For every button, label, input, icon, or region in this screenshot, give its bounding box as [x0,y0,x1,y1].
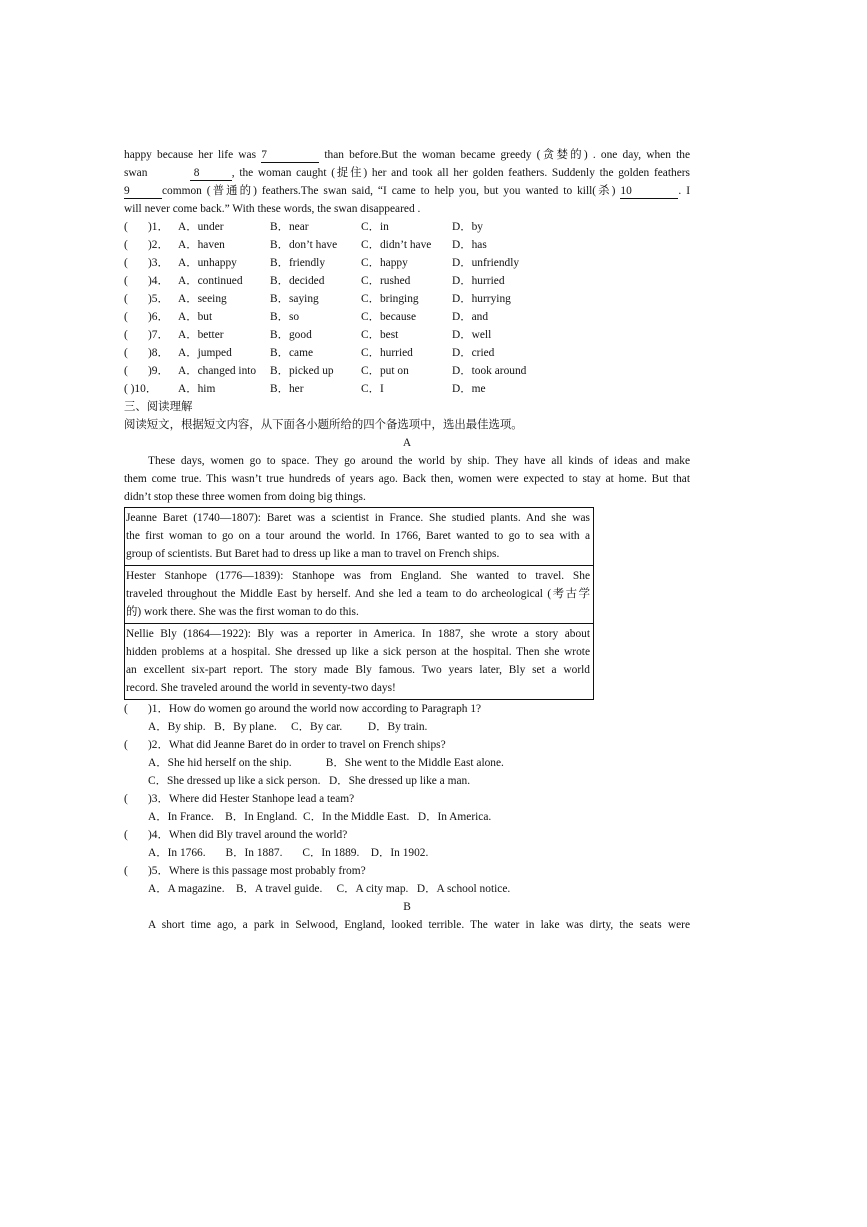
text: the first woman to go on a tour around the world. In 1766, Baret wanted to go to sea with a [126,530,590,542]
option-c: C．put on [361,365,409,377]
option-c: C．in [361,221,389,233]
option-a: A．unhappy [178,257,237,269]
option-row-6 [124,308,690,326]
question-5-options: A．A magazine. B．A travel guide. C．A city map. D．A school notice. [148,883,511,895]
option-b: B．so [270,311,300,323]
answer-paren: ( [124,703,128,715]
answer-paren: ( [124,739,128,751]
option-c: C．I [361,383,384,395]
question-stem: )3．Where did Hester Stanhope lead a team? [148,793,355,805]
option-row-7 [124,326,690,344]
answer-paren: ( [124,365,128,377]
blank-9: 9 [124,184,162,199]
blank-7: 7 [261,148,319,163]
question-2-options-1: A．She hid herself on the ship. B．She went to the Middle East alone. [148,757,504,769]
option-row-10 [124,380,690,398]
answer-paren: ( [124,793,128,805]
stanhope-cell [125,565,593,623]
option-d: D．by [452,221,484,233]
question-stem: )4．When did Bly travel around the world? [148,829,348,841]
passage-b-line-1: A short time ago, a park in Selwood, England, looked terrible. The water in lake was dirty, the seats were [148,919,690,931]
option-row-9 [124,362,690,380]
cloze-line-3 [124,182,690,200]
answer-paren: ( [124,221,128,233]
section-title: 三、阅读理解 [124,401,193,413]
text: . I [678,185,690,197]
question-2 [124,736,690,754]
question-number: )5． [148,293,169,305]
worksheet [124,146,690,934]
option-a: A．seeing [178,293,227,305]
answer-paren: ( [124,347,128,359]
text: Hester Stanhope (1776—1839): Stanhope was from England. She wanted to travel. She [126,570,590,582]
text: an excellent six-part report. The story made Bly famous. Two years later, Bly set a world [126,664,590,676]
question-number: )4． [148,275,169,287]
question-stem: )5．Where is this passage most probably from? [148,865,366,877]
option-c: C．didn’t have [361,239,432,251]
question-number: ( )10． [124,383,158,395]
question-stem: )2．What did Jeanne Baret do in order to travel on French ships? [148,739,446,751]
option-row-8 [124,344,690,362]
question-number: )6． [148,311,169,323]
text: Nellie Bly (1864—1922): Bly was a reporter in America. In 1887, she wrote a story about [126,628,590,640]
option-d: D．cried [452,347,495,359]
option-a: A．continued [178,275,243,287]
option-d: D．has [452,239,487,251]
option-b: B．decided [270,275,325,287]
option-a: A．better [178,329,224,341]
question-number: )8． [148,347,169,359]
option-b: B．friendly [270,257,326,269]
option-a: A．jumped [178,347,232,359]
intro-line-3: didn’t stop these three women from doing big things. [124,491,366,503]
question-4-options: A．In 1766. B．In 1887. C．In 1889. D．In 1902. [148,847,429,859]
bly-cell [125,623,593,699]
intro-line-1: These days, women go to space. They go around the world by ship. They have all kinds of ideas and make [148,455,690,467]
option-d: D．took around [452,365,527,377]
option-row-2 [124,236,690,254]
cloze-options [124,218,690,398]
option-d: D．unfriendly [452,257,520,269]
option-c: C．rushed [361,275,411,287]
text: common (普通的) feathers.The swan said, “I came to help you, but you wanted to kill(杀) [162,185,616,197]
option-c: C．best [361,329,399,341]
option-row-5 [124,290,690,308]
text: group of scientists. But Baret had to dress up like a man to travel on French ships. [126,548,500,560]
text: Jeanne Baret (1740—1807): Baret was a scientist in France. She studied plants. And she was [126,512,590,524]
option-d: D．hurrying [452,293,511,305]
passage-a-label: A [402,437,412,449]
cloze-passage [124,146,690,218]
answer-paren: ( [124,329,128,341]
text: happy because her life was [124,149,257,161]
answer-paren: ( [124,293,128,305]
passage-b [124,916,690,934]
question-5 [124,862,690,880]
option-b: B．don’t have [270,239,338,251]
baret-cell [125,508,593,565]
text: hidden problems at a hospital. She dressed up like a sick person at the hospital. Then she wrote [126,646,590,658]
question-1-options: A．By ship. B．By plane. C．By car. D．By train. [148,721,428,733]
option-row-1 [124,218,690,236]
answer-paren: ( [124,829,128,841]
option-d: D．and [452,311,489,323]
option-row-3 [124,254,690,272]
question-4 [124,826,690,844]
text: than before.But the woman became greedy (贪婪的) . one day, when the [324,149,690,161]
question-number: )2． [148,239,169,251]
questions [124,700,690,898]
option-d: D．hurried [452,275,505,287]
women-table [124,507,594,700]
text: traveled throughout the Middle East by herself. And she led a team to do archeological (考古学 [126,588,590,600]
option-a: A．haven [178,239,225,251]
blank-10: 10 [620,184,678,199]
option-c: C．because [361,311,417,323]
answer-paren: ( [124,239,128,251]
question-2-options-2: C．She dressed up like a sick person. D．She dressed up like a man. [148,775,471,787]
option-d: D．me [452,383,486,395]
text: swan [124,167,148,179]
option-b: B．came [270,347,314,359]
cloze-line-1 [124,146,690,164]
option-row-4 [124,272,690,290]
option-a: A．him [178,383,216,395]
option-b: B．near [270,221,309,233]
option-b: B．good [270,329,312,341]
question-number: )7． [148,329,169,341]
passage-b-label: B [403,901,411,913]
question-number: )3． [148,257,169,269]
answer-paren: ( [124,275,128,287]
section-instruction: 阅读短文，根据短文内容，从下面各小题所给的四个备选项中，选出最佳选项。 [124,419,523,431]
answer-paren: ( [124,865,128,877]
option-d: D．well [452,329,492,341]
option-c: C．happy [361,257,408,269]
question-3-options: A．In France. B．In England. C．In the Middle East. D．In America. [148,811,492,823]
option-a: A．under [178,221,224,233]
intro-line-2: them come true. This wasn’t true hundreds of years ago. Back then, women were expected to stay at home. But that [124,473,690,485]
question-stem: )1．How do women go around the world now according to Paragraph 1? [148,703,482,715]
question-number: )9． [148,365,169,377]
option-b: B．picked up [270,365,334,377]
answer-paren: ( [124,311,128,323]
question-number: )1． [148,221,169,233]
option-b: B．her [270,383,304,395]
option-a: A．changed into [178,365,257,377]
question-3 [124,790,690,808]
cloze-line-2 [124,164,690,182]
text: , the woman caught (捉住) her and took all her golden feathers. Suddenly the golden feathers [231,167,690,179]
answer-paren: ( [124,257,128,269]
text: 的) work there. She was the first woman to do this. [126,606,359,618]
question-1 [124,700,690,718]
blank-8: 8 [190,166,232,181]
passage-a-intro [124,452,690,506]
option-c: C．bringing [361,293,419,305]
cloze-line-4: will never come back.” With these words, the swan disappeared . [124,203,421,215]
option-a: A．but [178,311,213,323]
option-c: C．hurried [361,347,413,359]
option-b: B．saying [270,293,319,305]
text: record. She traveled around the world in seventy-two days! [126,682,396,694]
